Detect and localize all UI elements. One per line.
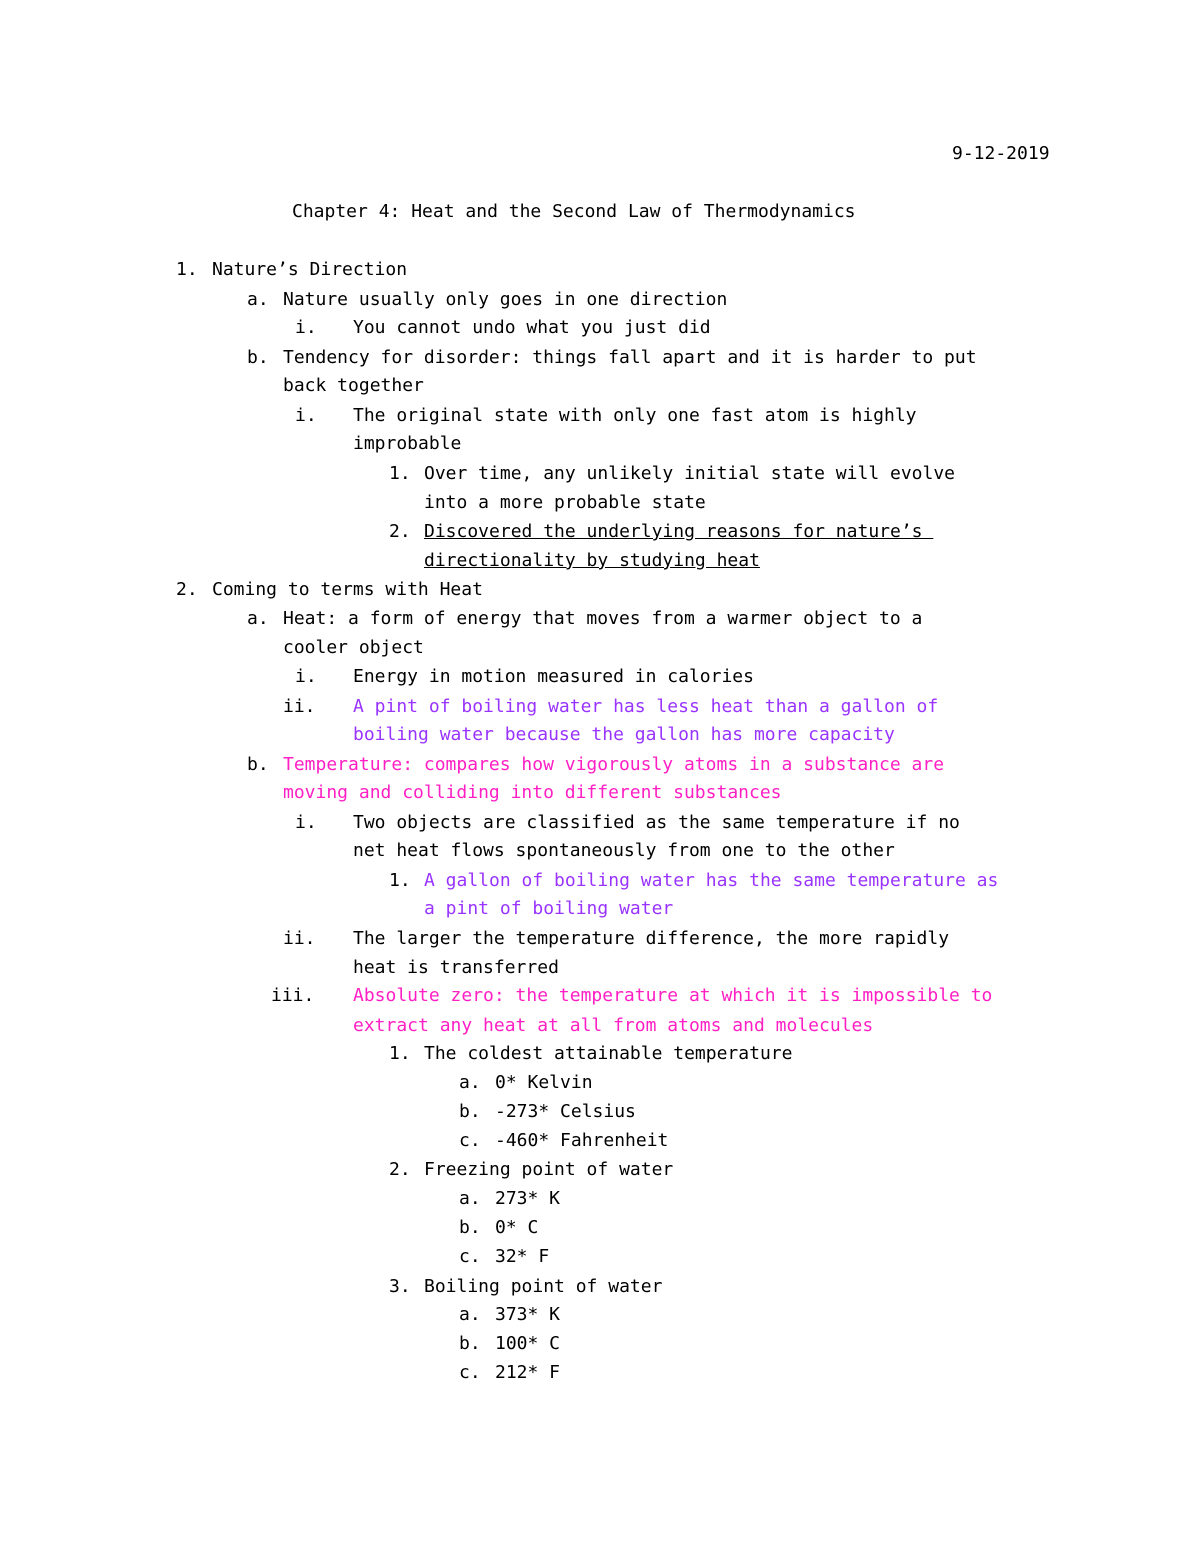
list-marker: a. xyxy=(247,608,269,629)
list-item: Energy in motion measured in calories xyxy=(353,666,754,687)
list-item-continuation: heat is transferred xyxy=(353,957,559,978)
list-item-continuation: extract any heat at all from atoms and molecules xyxy=(353,1015,874,1036)
list-marker: 3. xyxy=(389,1276,411,1297)
list-marker: ii. xyxy=(283,928,316,949)
list-item: 100* C xyxy=(495,1333,561,1354)
list-marker: a. xyxy=(459,1188,481,1209)
list-marker: i. xyxy=(295,405,317,426)
list-item: 212* F xyxy=(495,1362,561,1383)
list-marker: a. xyxy=(459,1304,481,1325)
list-item: Freezing point of water xyxy=(424,1159,674,1180)
list-marker: 1. xyxy=(389,1043,411,1064)
list-item-continuation: boiling water because the gallon has more capacity xyxy=(353,724,895,745)
list-item: -273* Celsius xyxy=(495,1101,636,1122)
list-marker: a. xyxy=(247,289,269,310)
list-marker: ii. xyxy=(283,696,316,717)
list-item: 373* K xyxy=(495,1304,561,1325)
list-marker: b. xyxy=(247,347,269,368)
list-item: Nature usually only goes in one direction xyxy=(283,289,728,310)
list-item: A gallon of boiling water has the same temperature as xyxy=(424,870,999,891)
list-item: Temperature: compares how vigorously atoms in a substance are xyxy=(283,754,945,775)
list-marker: b. xyxy=(459,1333,481,1354)
list-item-continuation: back together xyxy=(283,375,424,396)
list-marker: b. xyxy=(247,754,269,775)
list-marker: 2. xyxy=(389,1159,411,1180)
list-marker: c. xyxy=(459,1246,481,1267)
list-item-continuation: cooler object xyxy=(283,637,424,658)
list-item: 0* Kelvin xyxy=(495,1072,593,1093)
list-marker: 1. xyxy=(389,463,411,484)
list-item: Tendency for disorder: things fall apart and it is harder to put xyxy=(283,347,977,368)
page-title: Chapter 4: Heat and the Second Law of Thermodynamics xyxy=(292,201,856,222)
list-marker: 1. xyxy=(389,870,411,891)
list-item: 273* K xyxy=(495,1188,561,1209)
list-item: Discovered the underlying reasons for nature’s xyxy=(424,521,934,542)
list-marker: iii. xyxy=(271,985,315,1006)
list-item: Coming to terms with Heat xyxy=(212,579,483,600)
list-item: A pint of boiling water has less heat than a gallon of xyxy=(353,696,939,717)
list-marker: c. xyxy=(459,1130,481,1151)
list-marker: i. xyxy=(295,666,317,687)
list-item: Absolute zero: the temperature at which it is impossible to xyxy=(353,985,993,1006)
list-item-continuation: directionality by studying heat xyxy=(424,550,760,571)
list-item-continuation: net heat flows spontaneously from one to the other xyxy=(353,840,895,861)
list-item: 0* C xyxy=(495,1217,539,1238)
list-marker: a. xyxy=(459,1072,481,1093)
list-item: -460* Fahrenheit xyxy=(495,1130,669,1151)
list-item: The larger the temperature difference, the more rapidly xyxy=(353,928,950,949)
list-item-continuation: moving and colliding into different substances xyxy=(283,782,782,803)
list-item: 32* F xyxy=(495,1246,550,1267)
list-marker: 1. xyxy=(176,259,198,280)
list-item-continuation: a pint of boiling water xyxy=(424,898,674,919)
list-item: Boiling point of water xyxy=(424,1276,663,1297)
list-marker: 2. xyxy=(389,521,411,542)
list-item: The coldest attainable temperature xyxy=(424,1043,793,1064)
list-marker: b. xyxy=(459,1217,481,1238)
list-item-continuation: into a more probable state xyxy=(424,492,706,513)
list-item-continuation: improbable xyxy=(353,433,462,454)
list-item: Over time, any unlikely initial state will evolve xyxy=(424,463,956,484)
list-item: Two objects are classified as the same temperature if no xyxy=(353,812,960,833)
list-marker: c. xyxy=(459,1362,481,1383)
list-marker: i. xyxy=(295,812,317,833)
list-item: Nature’s Direction xyxy=(212,259,408,280)
date: 9-12-2019 xyxy=(952,143,1050,164)
list-item: You cannot undo what you just did xyxy=(353,317,711,338)
list-marker: b. xyxy=(459,1101,481,1122)
list-marker: i. xyxy=(295,317,317,338)
list-item: The original state with only one fast atom is highly xyxy=(353,405,917,426)
list-item: Heat: a form of energy that moves from a warmer object to a xyxy=(283,608,923,629)
list-marker: 2. xyxy=(176,579,198,600)
